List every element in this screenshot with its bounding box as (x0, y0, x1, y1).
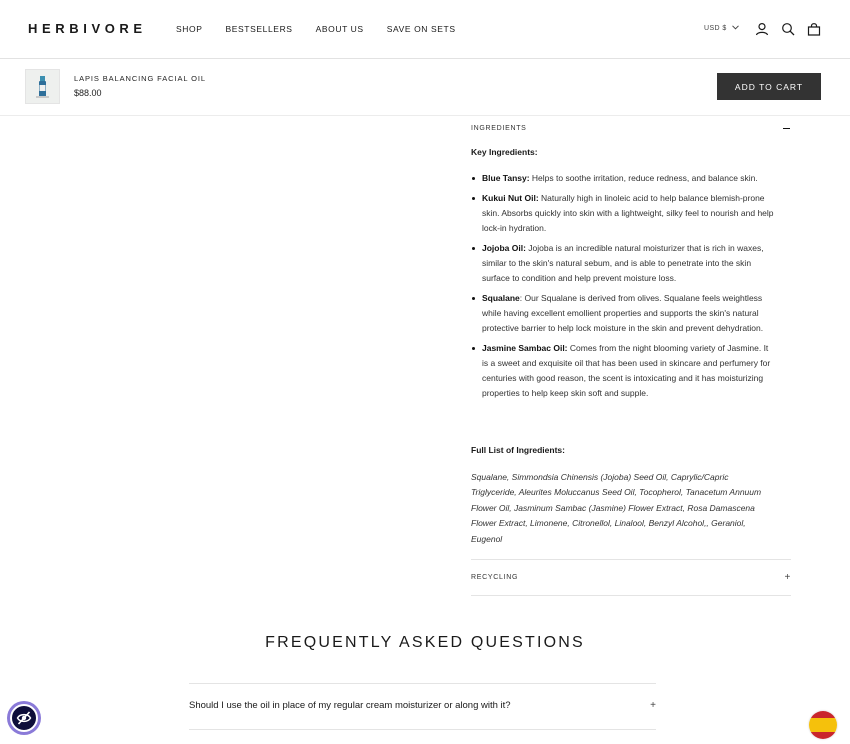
accessibility-button[interactable] (7, 701, 41, 735)
user-icon[interactable] (755, 22, 769, 36)
ingredient-name: Jojoba Oil: (482, 243, 526, 253)
recycling-heading: RECYCLING (471, 573, 519, 581)
divider (189, 683, 656, 684)
logo[interactable]: HERBIVORE (28, 21, 147, 36)
key-ingredients-title: Key Ingredients: (471, 147, 538, 157)
full-ingredients-text: Squalane, Simmondsia Chinensis (Jojoba) Seed Oil, Caprylic/Capric Triglyceride, Aleurites Moluccanus Seed Oil, Tocopherol, Tanacetum Annuum Flower Oil, Jasminum Sambac (Jasmine) Flower Extract, Rosa Damascena Flower Extract, Limonene, Citronellol, Linalool, Benzyl Alcohol,, Geraniol, Eugenol (471, 472, 762, 544)
currency-label: USD $ (704, 25, 727, 32)
faq-title: FREQUENTLY ASKED QUESTIONS (265, 634, 585, 651)
ingredient-description: Jojoba is an incredible natural moisturizer that is rich in waxes, similar to the skin's natural sebum, and is able to penetrate into the skin surface to condition and help prevent moisture loss. (482, 243, 764, 283)
currency-selector[interactable] (704, 25, 739, 32)
eye-slash-icon (10, 704, 38, 732)
bag-icon[interactable] (807, 22, 821, 36)
nav-item-about-us[interactable]: ABOUT US (315, 24, 364, 34)
nav-item-shop[interactable]: SHOP (176, 24, 203, 34)
ingredient-name: Blue Tansy: (482, 173, 530, 183)
recycling-accordion[interactable] (471, 567, 791, 587)
list-item (471, 241, 776, 286)
sticky-product-bar (0, 59, 850, 116)
product-title: LAPIS BALANCING FACIAL OIL (74, 74, 206, 83)
faq-question-text: Should I use the oil in place of my regular cream moisturizer or along with it? (189, 700, 511, 711)
list-item (471, 291, 776, 336)
search-icon[interactable] (781, 22, 795, 36)
ingredient-name: Jasmine Sambac Oil: (482, 343, 568, 353)
ingredients-panel (471, 116, 791, 583)
ingredient-description: Helps to soothe irritation, reduce redness, and balance skin. (529, 173, 758, 183)
divider (471, 595, 791, 596)
divider (471, 559, 791, 560)
minus-icon[interactable] (783, 128, 790, 129)
main-nav (176, 24, 479, 34)
ingredients-heading: INGREDIENTS (471, 124, 527, 132)
ingredient-description: Naturally high in linoleic acid to help balance blemish-prone skin. Absorbs quickly into skin with a lightweight, silky feel to nourish and help lock-in hydration. (482, 193, 774, 233)
plus-icon[interactable]: + (784, 571, 791, 583)
add-to-cart-button[interactable]: ADD TO CART (717, 73, 821, 100)
list-item (471, 191, 776, 236)
recycling-accordion-header[interactable] (471, 567, 791, 587)
list-item (471, 341, 776, 401)
site-header (0, 0, 850, 59)
faq-question[interactable] (189, 700, 656, 711)
full-ingredients-title: Full List of Ingredients: (471, 445, 565, 455)
key-ingredients-list (471, 171, 776, 406)
ingredient-description: : Our Squalane is derived from olives. Squalane feels weightless while having excellent emollient properties and supports the skin's natural protective barrier to help lock moisture in the skin and prevent dehydration. (482, 293, 764, 333)
nav-item-save-on-sets[interactable]: SAVE ON SETS (386, 24, 456, 34)
spain-flag-icon[interactable] (809, 711, 837, 739)
product-thumbnail[interactable] (25, 69, 60, 104)
ingredients-accordion-header[interactable] (471, 116, 791, 140)
ingredient-name: Kukui Nut Oil: (482, 193, 539, 203)
ingredient-name: Squalane (482, 293, 520, 303)
product-price: $88.00 (74, 88, 102, 98)
chevron-down-icon (732, 25, 739, 32)
list-item (471, 171, 776, 186)
plus-icon[interactable]: + (650, 700, 656, 711)
divider (189, 729, 656, 730)
nav-item-bestsellers[interactable]: BESTSELLERS (225, 24, 293, 34)
ingredient-description: Comes from the night blooming variety of Jasmine. It is a sweet and exquisite oil that has been used in skincare and perfumery for centuries with good reason, the scent is intoxicating and it has moisturizing properties to help keep skin soft and supple. (482, 343, 771, 398)
